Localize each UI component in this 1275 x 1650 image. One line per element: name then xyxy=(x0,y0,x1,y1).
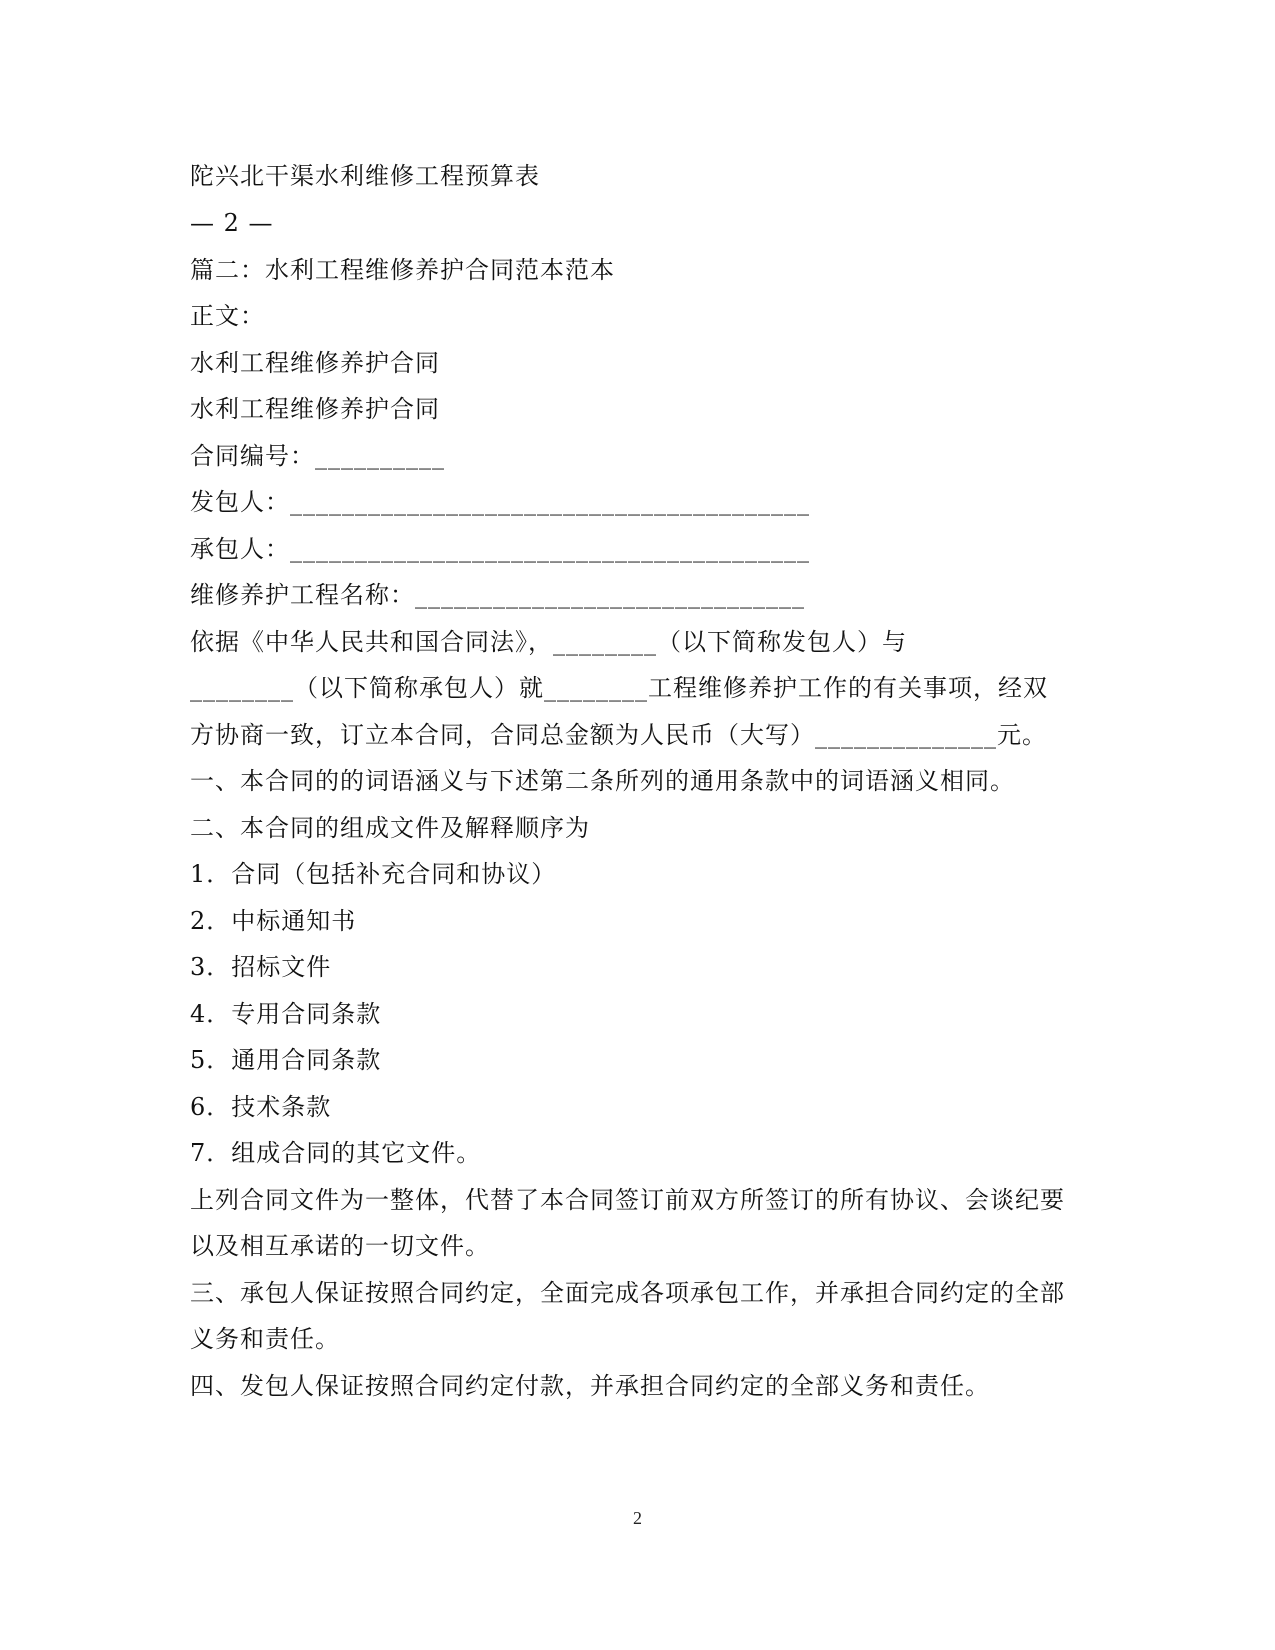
contract-title: 水利工程维修养护合同 xyxy=(190,349,440,377)
list-item: 6．技术条款 xyxy=(190,1093,332,1121)
paragraph-line: 方协商一致，订立本合同，合同总金额为人民币（大写）______________元。 xyxy=(190,721,1047,749)
contract-number-field: 合同编号：__________ xyxy=(190,442,445,470)
contract-title-repeat: 水利工程维修养护合同 xyxy=(190,395,440,423)
budget-table-title: 陀兴北干渠水利维修工程预算表 xyxy=(190,162,540,190)
list-item: 1．合同（包括补充合同和协议） xyxy=(190,860,557,888)
list-item: 5．通用合同条款 xyxy=(190,1046,382,1074)
clause-two: 二、本合同的组成文件及解释顺序为 xyxy=(190,814,590,842)
paragraph-line: 依据《中华人民共和国合同法》，________（以下简称发包人）与 xyxy=(190,628,907,656)
clause-three: 三、承包人保证按照合同约定，全面完成各项承包工作，并承担合同约定的全部 xyxy=(190,1279,1065,1307)
clause-one: 一、本合同的的词语涵义与下述第二条所列的通用条款中的词语涵义相同。 xyxy=(190,767,1015,795)
clause-four: 四、发包人保证按照合同约定付款，并承担合同约定的全部义务和责任。 xyxy=(190,1372,990,1400)
clause-three-cont: 义务和责任。 xyxy=(190,1325,340,1353)
paragraph-line: 上列合同文件为一整体，代替了本合同签订前双方所签订的所有协议、会谈纪要 xyxy=(190,1186,1065,1214)
paragraph-line: 以及相互承诺的一切文件。 xyxy=(190,1232,490,1260)
section-heading: 篇二：水利工程维修养护合同范本范本 xyxy=(190,256,615,284)
paragraph-line: ________（以下简称承包人）就________工程维修养护工作的有关事项，经双 xyxy=(190,674,1048,702)
list-item: 3．招标文件 xyxy=(190,953,332,981)
list-item: 2．中标通知书 xyxy=(190,907,357,935)
body-label: 正文： xyxy=(190,302,265,330)
employer-field: 发包人：________________________________________ xyxy=(190,488,810,516)
project-name-field: 维修养护工程名称：______________________________ xyxy=(190,581,805,609)
page-marker: — 2 — xyxy=(190,209,274,237)
page-number: 2 xyxy=(633,1508,642,1528)
list-item: 7．组成合同的其它文件。 xyxy=(190,1139,482,1167)
list-item: 4．专用合同条款 xyxy=(190,1000,382,1028)
contractor-field: 承包人：________________________________________ xyxy=(190,535,810,563)
